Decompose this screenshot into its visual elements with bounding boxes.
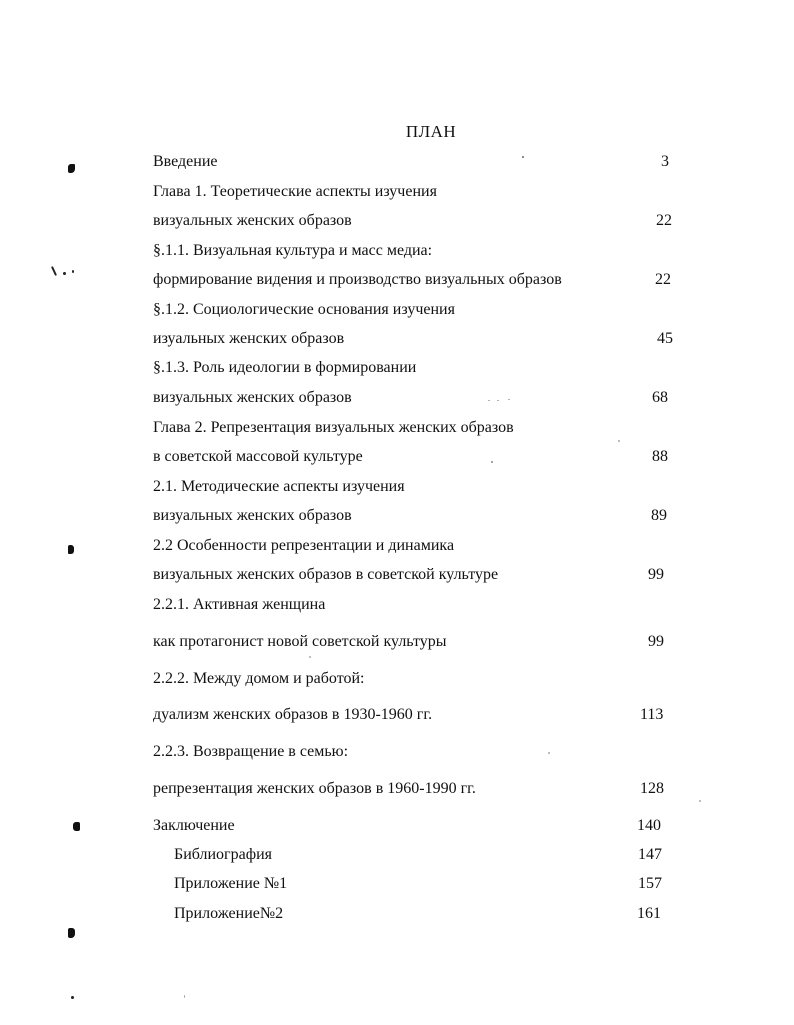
scan-mark (68, 545, 74, 554)
toc-entry-page: 128 (640, 780, 664, 797)
toc-entry-text: визуальных женских образов в советской культуре (153, 566, 499, 583)
toc-entry-page: 99 (648, 633, 664, 650)
scan-speck (699, 800, 701, 802)
toc-entry-text: Библиография (174, 846, 272, 863)
scan-speck (63, 272, 66, 275)
scan-speck (497, 400, 499, 401)
toc-entry-page: 161 (637, 905, 661, 922)
toc-entry-text: Глава 2. Репрезентация визуальных женских образов (153, 419, 514, 436)
toc-entry-text: визуальных женских образов (153, 389, 352, 406)
scan-speck (51, 266, 57, 276)
scan-speck (508, 399, 510, 400)
toc-entry-text: визуальных женских образов (153, 507, 352, 524)
toc-entry-page: 89 (651, 507, 667, 524)
toc-entry-text: 2.1. Методические аспекты изучения (153, 478, 405, 495)
toc-entry-page: 140 (637, 817, 661, 834)
toc-entry-page: 113 (640, 706, 664, 723)
scan-mark (68, 164, 75, 173)
toc-entry-text: Введение (153, 153, 218, 170)
toc-entry-page: 45 (657, 330, 673, 347)
toc-entry-text: репрезентация женских образов в 1960-1990 гг. (153, 780, 476, 797)
toc-entry-text: 2.2.3. Возвращение в семью: (153, 743, 349, 760)
toc-entry-page: 22 (655, 271, 671, 288)
toc-entry-text: в советской массовой культуре (153, 448, 363, 465)
page-title: ПЛАН (405, 122, 457, 141)
toc-entry-page: 147 (638, 846, 662, 863)
toc-entry-text: Приложение №1 (174, 875, 288, 892)
toc-entry-text: §.1.1. Визуальная культура и масс медиа: (153, 242, 433, 259)
toc-entry-text: визуальных женских образов (153, 212, 352, 229)
toc-entry-page: 157 (638, 875, 662, 892)
toc-entry-text: 2.2.2. Между домом и работой: (153, 670, 365, 687)
toc-entry-text: дуализм женских образов в 1930-1960 гг. (153, 706, 433, 723)
scan-speck (618, 440, 620, 442)
scan-speck (184, 995, 185, 998)
scan-speck (491, 461, 493, 463)
scan-mark (73, 822, 80, 831)
toc-entry-text: §.1.2. Социологические основания изучения (153, 301, 455, 318)
scan-speck (548, 752, 550, 754)
toc-entry-page: 99 (648, 566, 664, 583)
scan-speck (488, 400, 490, 401)
scan-speck (522, 156, 524, 158)
toc-entry-text: Приложение№2 (174, 905, 284, 922)
toc-entry-text: 2.2.1. Активная женщина (153, 596, 326, 613)
scan-speck (309, 656, 311, 658)
toc-entry-page: 22 (656, 212, 672, 229)
toc-entry-text: формирование видения и производство визуальных образов (153, 271, 562, 288)
toc-entry-page: 3 (661, 153, 669, 170)
scan-speck (71, 996, 74, 999)
toc-entry-page: 68 (652, 389, 668, 406)
toc-entry-page: 88 (652, 448, 668, 465)
toc-entry-text: Заключение (153, 817, 235, 834)
scan-mark (68, 928, 75, 938)
toc-entry-text: 2.2 Особенности репрезентации и динамика (153, 537, 455, 554)
toc-entry-text: как протагонист новой советской культуры (153, 633, 447, 650)
toc-entry-text: Глава 1. Теоретические аспекты изучения (153, 183, 437, 200)
toc-entry-text: изуальных женских образов (153, 330, 345, 347)
scan-speck (72, 270, 74, 273)
toc-entry-text: §.1.3. Роль идеологии в формировании (153, 359, 417, 376)
